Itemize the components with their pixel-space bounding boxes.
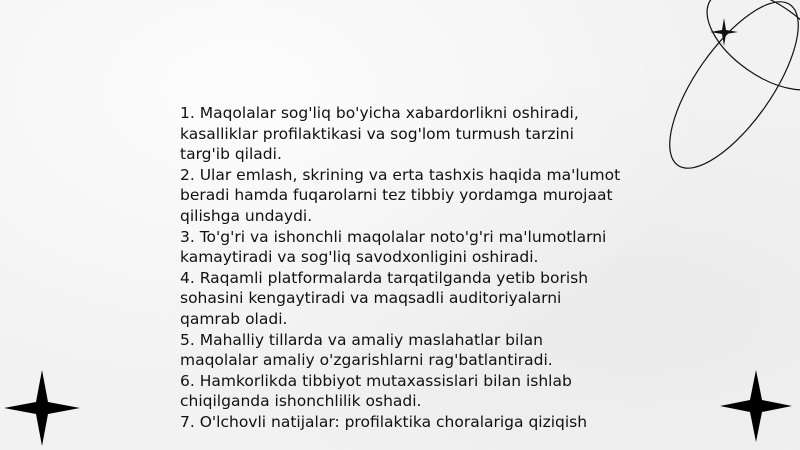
point-4: 4. Raqamli platformalarda tarqatilganda yetib borish sohasini kengaytiradi va maqsadli auditoriyalarni qamrab oladi. [180, 268, 589, 328]
four-point-star-icon [720, 370, 792, 442]
point-1: 1. Maqolalar sog'liq bo'yicha xabardorlikni oshiradi, kasalliklar profilaktikasi va sog'lom turmush tarzini targ'ib qiladi. [180, 104, 579, 164]
point-6: 6. Hamkorlikda tibbiyot mutaxassislari bilan ishlab chiqilganda ishonchlilik oshadi. [180, 371, 572, 411]
point-5: 5. Mahalliy tillarda va amaliy maslahatlar bilan maqolalar amaliy o'zgarishlarni rag'batlantiradi. [180, 330, 553, 370]
sparkle-star-icon [710, 18, 738, 46]
four-point-star-icon [4, 370, 80, 446]
point-7: 7. O'lchovli natijalar: profilaktika choralariga qiziqish [180, 412, 588, 431]
point-3: 3. To'g'ri va ishonchli maqolalar noto'g'ri ma'lumotlarni kamaytiradi va sog'liq savodxonligini oshiradi. [180, 227, 607, 267]
slide-text [180, 103, 625, 433]
orbit-lines [668, 0, 800, 198]
point-2: 2. Ular emlash, skrining va erta tashxis haqida ma'lumot beradi hamda fuqarolarni tez tibbiy yordamga murojaat qilishga undaydi. [180, 165, 621, 225]
